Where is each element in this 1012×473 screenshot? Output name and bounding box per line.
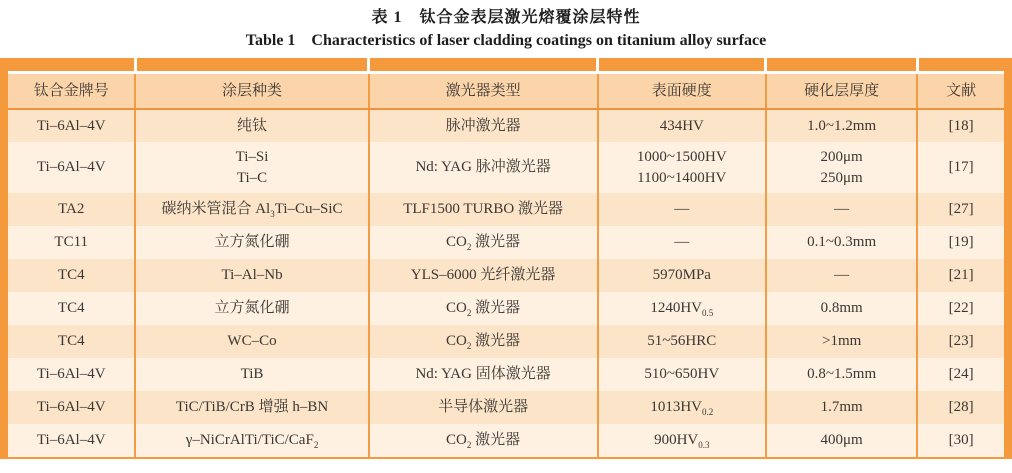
accent-bar-segment: [917, 58, 1004, 71]
cell-laser-type: $CO_2$ 激光器: [369, 292, 598, 325]
cell-surface-hardness: $900HV_{0.3}$: [598, 424, 766, 457]
table-frame: [0, 58, 1012, 459]
cell-surface-hardness: 510~650HV: [598, 358, 766, 391]
table-row: [8, 109, 1004, 142]
cell-surface-hardness: 434HV: [598, 109, 766, 142]
cell-laser-type: YLS–6000 光纤激光器: [369, 259, 598, 292]
cell-laser-type: $CO_2$ 激光器: [369, 424, 598, 457]
table-title-en: Table 1 Characteristics of laser cladding coatings on titanium alloy surface: [245, 32, 767, 49]
cell-layer-thickness: >1mm: [766, 325, 917, 358]
cell-reference: [30]: [917, 424, 1004, 457]
cell-coating-type: 纯钛: [135, 109, 368, 142]
cell-reference: [19]: [917, 226, 1004, 259]
header-cell-alloy-grade: 钛合金牌号: [8, 74, 135, 109]
cell-laser-type: TLF1500 TURBO 激光器: [369, 193, 598, 226]
cell-coating-type: 碳纳米管混合 $Al_3Ti-Cu$–SiC: [135, 193, 368, 226]
header-cell-coating-type: 涂层种类: [135, 74, 368, 109]
cell-reference: [21]: [917, 259, 1004, 292]
header-cell-surface-hardness: 表面硬度: [598, 74, 766, 109]
cell-laser-type: $CO_2$ 激光器: [369, 226, 598, 259]
accent-bar-segment: [8, 58, 135, 71]
cell-coating-type: 立方氮化硼: [135, 226, 368, 259]
header-cell-laser-type: 激光器类型: [369, 74, 598, 109]
accent-bar-segment: [135, 58, 368, 71]
cell-layer-thickness: 1.7mm: [766, 391, 917, 424]
accent-bar-segment: [598, 58, 766, 71]
cell-layer-thickness: 200μm 250μm: [766, 142, 917, 193]
cell-layer-thickness: 1.0~1.2mm: [766, 109, 917, 142]
table-caption: [0, 0, 1012, 53]
header-cell-reference: 文献: [917, 74, 1004, 109]
cell-alloy-grade: Ti–6Al–4V: [8, 109, 135, 142]
cell-alloy-grade: Ti–6Al–4V: [8, 358, 135, 391]
cell-surface-hardness: —: [598, 193, 766, 226]
cell-reference: [17]: [917, 142, 1004, 193]
cell-alloy-grade: TC4: [8, 259, 135, 292]
accent-bar-segment: [369, 58, 598, 71]
data-table: [8, 74, 1004, 457]
table-row: [8, 424, 1004, 457]
cell-surface-hardness: 1000~1500HV 1100~1400HV: [598, 142, 766, 193]
table-row: [8, 142, 1004, 193]
cell-alloy-grade: Ti–6Al–4V: [8, 142, 135, 193]
cell-reference: [18]: [917, 109, 1004, 142]
table-row: [8, 193, 1004, 226]
table-row: [8, 226, 1004, 259]
cell-reference: [22]: [917, 292, 1004, 325]
cell-reference: [24]: [917, 358, 1004, 391]
cell-alloy-grade: TC4: [8, 325, 135, 358]
table-header-row: [8, 74, 1004, 109]
table-title-zh: 表 1 钛合金表层激光熔覆涂层特性: [371, 9, 641, 26]
cell-layer-thickness: 0.8mm: [766, 292, 917, 325]
cell-reference: [28]: [917, 391, 1004, 424]
table-top-accent-bar: [8, 58, 1004, 71]
cell-reference: [23]: [917, 325, 1004, 358]
cell-coating-type: TiC/TiB/CrB 增强 h–BN: [135, 391, 368, 424]
cell-layer-thickness: —: [766, 193, 917, 226]
cell-layer-thickness: 0.1~0.3mm: [766, 226, 917, 259]
cell-coating-type: WC–Co: [135, 325, 368, 358]
accent-bar-segment: [766, 58, 917, 71]
cell-surface-hardness: 51~56HRC: [598, 325, 766, 358]
cell-alloy-grade: TC11: [8, 226, 135, 259]
cell-coating-type: Ti–Al–Nb: [135, 259, 368, 292]
cell-surface-hardness: 5970MPa: [598, 259, 766, 292]
cell-layer-thickness: —: [766, 259, 917, 292]
cell-surface-hardness: $1013HV_{0.2}$: [598, 391, 766, 424]
cell-layer-thickness: 400μm: [766, 424, 917, 457]
cell-layer-thickness: 0.8~1.5mm: [766, 358, 917, 391]
cell-coating-type: 立方氮化硼: [135, 292, 368, 325]
cell-surface-hardness: —: [598, 226, 766, 259]
cell-laser-type: Nd: YAG 固体激光器: [369, 358, 598, 391]
cell-coating-type: Ti–Si Ti–C: [135, 142, 368, 193]
table-row: [8, 325, 1004, 358]
cell-reference: [27]: [917, 193, 1004, 226]
cell-coating-type: TiB: [135, 358, 368, 391]
header-cell-hardened-layer-thickness: 硬化层厚度: [766, 74, 917, 109]
table-row: [8, 259, 1004, 292]
cell-laser-type: 脉冲激光器: [369, 109, 598, 142]
table-row: [8, 358, 1004, 391]
cell-alloy-grade: TA2: [8, 193, 135, 226]
table-row: [8, 391, 1004, 424]
cell-alloy-grade: Ti–6Al–4V: [8, 424, 135, 457]
table-row: [8, 292, 1004, 325]
cell-laser-type: Nd: YAG 脉冲激光器: [369, 142, 598, 193]
cell-coating-type: γ–NiCrAlTi/TiC/CaF$_2$: [135, 424, 368, 457]
cell-laser-type: 半导体激光器: [369, 391, 598, 424]
cell-alloy-grade: TC4: [8, 292, 135, 325]
cell-surface-hardness: $1240HV_{0.5}$: [598, 292, 766, 325]
cell-alloy-grade: Ti–6Al–4V: [8, 391, 135, 424]
cell-laser-type: $CO_2$ 激光器: [369, 325, 598, 358]
